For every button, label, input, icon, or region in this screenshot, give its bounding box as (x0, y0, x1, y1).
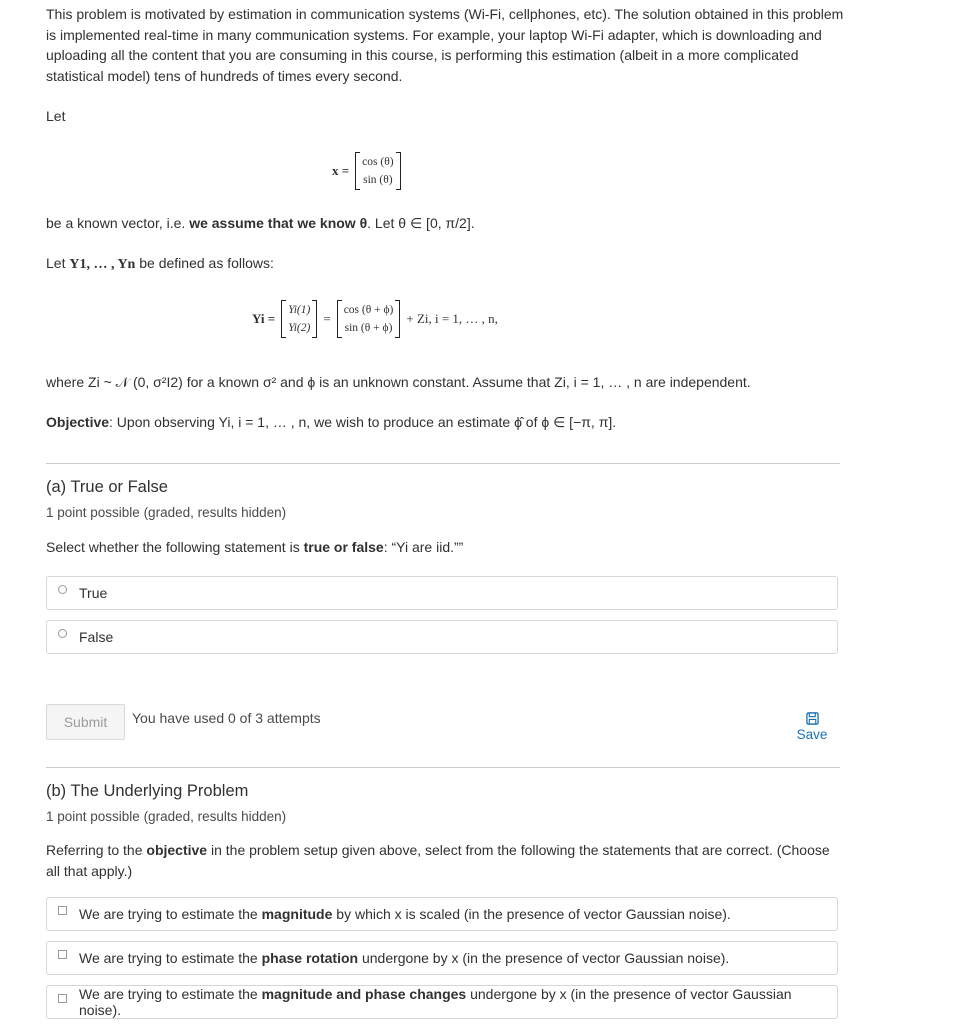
equation-y-r1: cos (θ + ϕ) (343, 304, 394, 316)
attempts-text: You have used 0 of 3 attempts (132, 710, 321, 726)
part-b-title: (b) The Underlying Problem (46, 782, 249, 800)
equation-x-row2: sin (θ) (363, 174, 393, 186)
known-vector-text (46, 213, 475, 234)
checkbox-magnitude-phase[interactable] (58, 994, 67, 1003)
option-magnitude-label (79, 906, 731, 922)
equation-x-row1: cos (θ) (362, 156, 394, 168)
equation-y-eq: = (323, 311, 331, 326)
equation-y-components (281, 300, 317, 338)
equation-y-rotation (337, 300, 401, 338)
part-a-prompt (46, 537, 463, 558)
option-false[interactable] (46, 620, 838, 654)
option-true[interactable] (46, 576, 838, 610)
divider-b (46, 767, 840, 768)
let2-math: Y1, … , Yn (69, 257, 136, 272)
let2-post: be defined as follows: (135, 255, 274, 271)
opt1-bold: magnitude (261, 906, 333, 922)
part-a-prompt-post: : “Yi are iid.”” (383, 539, 464, 555)
objective-text (46, 412, 616, 433)
radio-false[interactable] (58, 629, 67, 638)
option-phase-rotation[interactable] (46, 941, 838, 975)
equation-x-vector (355, 152, 400, 190)
let-y-text (46, 253, 274, 276)
option-false-label: False (79, 629, 114, 645)
option-magnitude-phase-label (79, 986, 837, 1018)
part-a-prompt-bold: true or false (303, 539, 384, 555)
known-bold: we assume that we know θ (189, 215, 368, 231)
save-button[interactable] (790, 712, 834, 742)
equation-y-m1: Yi(1) (288, 304, 311, 316)
let2-pre: Let (46, 255, 70, 271)
opt1-pre: We are trying to estimate the (79, 906, 262, 922)
equation-y-lhs: Yi = (252, 311, 276, 326)
part-a-points: 1 point possible (graded, results hidden) (46, 505, 287, 520)
equation-x-lhs: x = (332, 163, 350, 178)
opt3-pre: We are trying to estimate the (79, 986, 262, 1002)
equation-y-m2: Yi(2) (288, 322, 311, 334)
part-a-prompt-pre: Select whether the following statement is (46, 539, 304, 555)
part-b-prompt (46, 840, 836, 881)
objective-label: Objective (46, 414, 110, 430)
option-true-label: True (79, 585, 108, 601)
equation-x (332, 152, 401, 190)
save-label: Save (796, 727, 828, 742)
equation-y (252, 300, 498, 338)
submit-button[interactable]: Submit (46, 704, 125, 740)
option-magnitude-phase[interactable] (46, 985, 838, 1019)
intro-text: This problem is motivated by estimation in communication systems (Wi-Fi, cellphones, etc). The solution obtained in this problem is implemented real-time in many communication systems. For example, your laptop Wi-Fi adapter, which is downloading and uploading all the content that you are consuming in this course, is performing this estimation (albeit in a more complicated statistical model) tens of hundreds of times every second. (46, 6, 844, 84)
opt1-post: by which x is scaled (in the presence of vector Gaussian noise). (332, 906, 731, 922)
opt2-post: undergone by x (in the presence of vector Gaussian noise). (358, 950, 730, 966)
part-b-prompt-bold: objective (146, 842, 208, 858)
radio-true[interactable] (58, 585, 67, 594)
part-b-prompt-pre: Referring to the (46, 842, 147, 858)
opt3-post: undergone by x (in the presence of vector Gaussian noise). (79, 986, 792, 1018)
save-icon (806, 712, 819, 725)
checkbox-magnitude[interactable] (58, 906, 67, 915)
checkbox-phase-rotation[interactable] (58, 950, 67, 959)
known-post: . Let θ ∈ [0, π/2]. (367, 215, 475, 231)
opt3-bold: magnitude and phase changes (261, 986, 467, 1002)
equation-y-tail: + Zi, i = 1, … , n, (406, 311, 498, 326)
equation-y-r2: sin (θ + ϕ) (344, 322, 393, 334)
part-b-points: 1 point possible (graded, results hidden) (46, 809, 287, 824)
objective-body: : Upon observing Yi, i = 1, … , n, we wish to produce an estimate ϕ̂ of ϕ ∈ [−π, π]. (109, 414, 617, 430)
part-a-title: (a) True or False (46, 478, 168, 496)
divider-a (46, 463, 840, 464)
part-b-prompt-post: in the problem setup given above, select from the following the statements that are correct. (Choose all that apply.) (46, 842, 830, 879)
let-label: Let (46, 108, 66, 124)
opt2-bold: phase rotation (261, 950, 359, 966)
option-magnitude[interactable] (46, 897, 838, 931)
option-phase-rotation-label (79, 950, 729, 966)
known-pre: be a known vector, i.e. (46, 215, 190, 231)
opt2-pre: We are trying to estimate the (79, 950, 262, 966)
where-text: where Zi ~ 𝒩 (0, σ²I2) for a known σ² and ϕ is an unknown constant. Assume that Zi, i = 1, … , n are independent. (46, 374, 751, 390)
